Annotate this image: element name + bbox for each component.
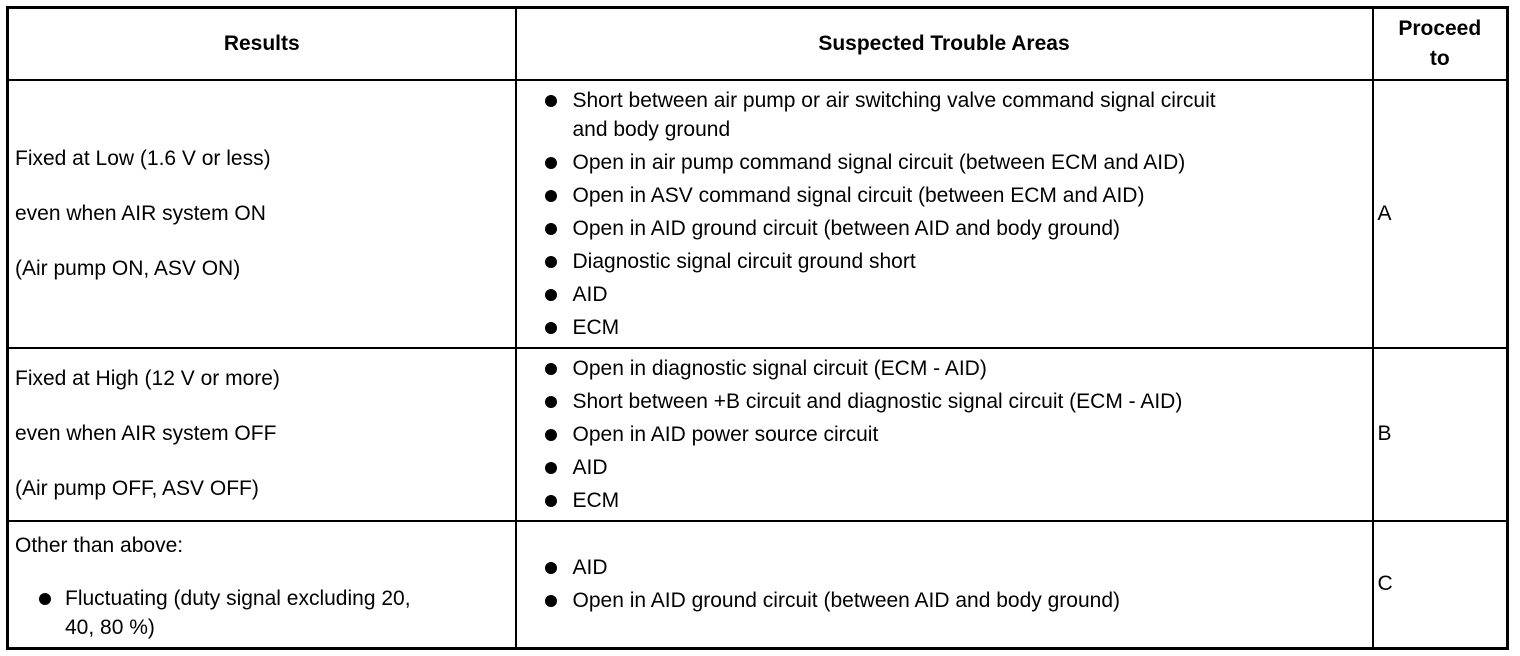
header-row [8, 8, 1508, 80]
list-item: Diagnostic signal circuit ground short [539, 247, 1372, 276]
areas-list [539, 553, 1372, 615]
results-cell [8, 80, 516, 348]
bullet-icon [545, 223, 557, 235]
bullet-icon [545, 429, 557, 441]
results-line: Fixed at High (12 V or more) [15, 367, 280, 390]
bullet-icon [545, 562, 557, 574]
areas-cell [516, 348, 1373, 521]
results-cell [8, 521, 516, 649]
bullet-icon [545, 462, 557, 474]
areas-cell [516, 80, 1373, 348]
bullet-icon [545, 595, 557, 607]
list-item: Short between air pump or air switching valve command signal circuit and body ground [539, 86, 1372, 144]
table-row [8, 521, 1508, 649]
bullet-icon [545, 256, 557, 268]
results-bullet-list [33, 584, 515, 642]
areas-cell [516, 521, 1373, 649]
results-line: Fixed at Low (1.6 V or less) [15, 146, 271, 170]
bullet-icon [545, 495, 557, 507]
results-intro: Other than above: [15, 533, 184, 557]
list-item: AID [539, 280, 1372, 309]
header-proceed-line1: Proceed [1398, 16, 1482, 40]
list-item: Open in ASV command signal circuit (between ECM and AID) [539, 181, 1372, 210]
list-item: Open in AID power source circuit [539, 420, 1372, 449]
bullet-icon [39, 593, 51, 605]
proceed-cell: C [1373, 521, 1508, 649]
table-row [8, 80, 1508, 348]
list-item: Fluctuating (duty signal excluding 20, 40, 80 %) [33, 584, 515, 642]
trouble-table [6, 6, 1509, 650]
list-item: AID [539, 553, 1372, 582]
bullet-icon [545, 322, 557, 334]
list-item: Open in diagnostic signal circuit (ECM - AID) [539, 354, 1372, 383]
bullet-icon [545, 396, 557, 408]
list-item: AID [539, 453, 1372, 482]
results-line: (Air pump ON, ASV ON) [15, 256, 241, 280]
bullet-icon [545, 289, 557, 301]
bullet-icon [545, 157, 557, 169]
list-item: Open in AID ground circuit (between AID and body ground) [539, 586, 1372, 615]
areas-list [539, 86, 1372, 342]
results-cell [8, 348, 516, 521]
header-suspected-areas: Suspected Trouble Areas [516, 8, 1373, 80]
bullet-icon [545, 190, 557, 202]
results-line: even when AIR system OFF [15, 422, 277, 445]
bullet-icon [545, 363, 557, 375]
list-item: Open in AID ground circuit (between AID and body ground) [539, 214, 1372, 243]
list-item: Open in air pump command signal circuit (between ECM and AID) [539, 148, 1372, 177]
list-item: ECM [539, 313, 1372, 342]
proceed-cell: A [1373, 80, 1508, 348]
header-results: Results [8, 8, 516, 80]
header-proceed [1373, 8, 1508, 80]
list-item: ECM [539, 486, 1372, 515]
table-row [8, 348, 1508, 521]
proceed-cell: B [1373, 348, 1508, 521]
header-proceed-line2: to [1429, 46, 1450, 70]
results-line: even when AIR system ON [15, 201, 266, 225]
bullet-icon [545, 95, 557, 107]
areas-list [539, 354, 1372, 515]
results-line: (Air pump OFF, ASV OFF) [15, 477, 259, 500]
list-item: Short between +B circuit and diagnostic signal circuit (ECM - AID) [539, 387, 1372, 416]
